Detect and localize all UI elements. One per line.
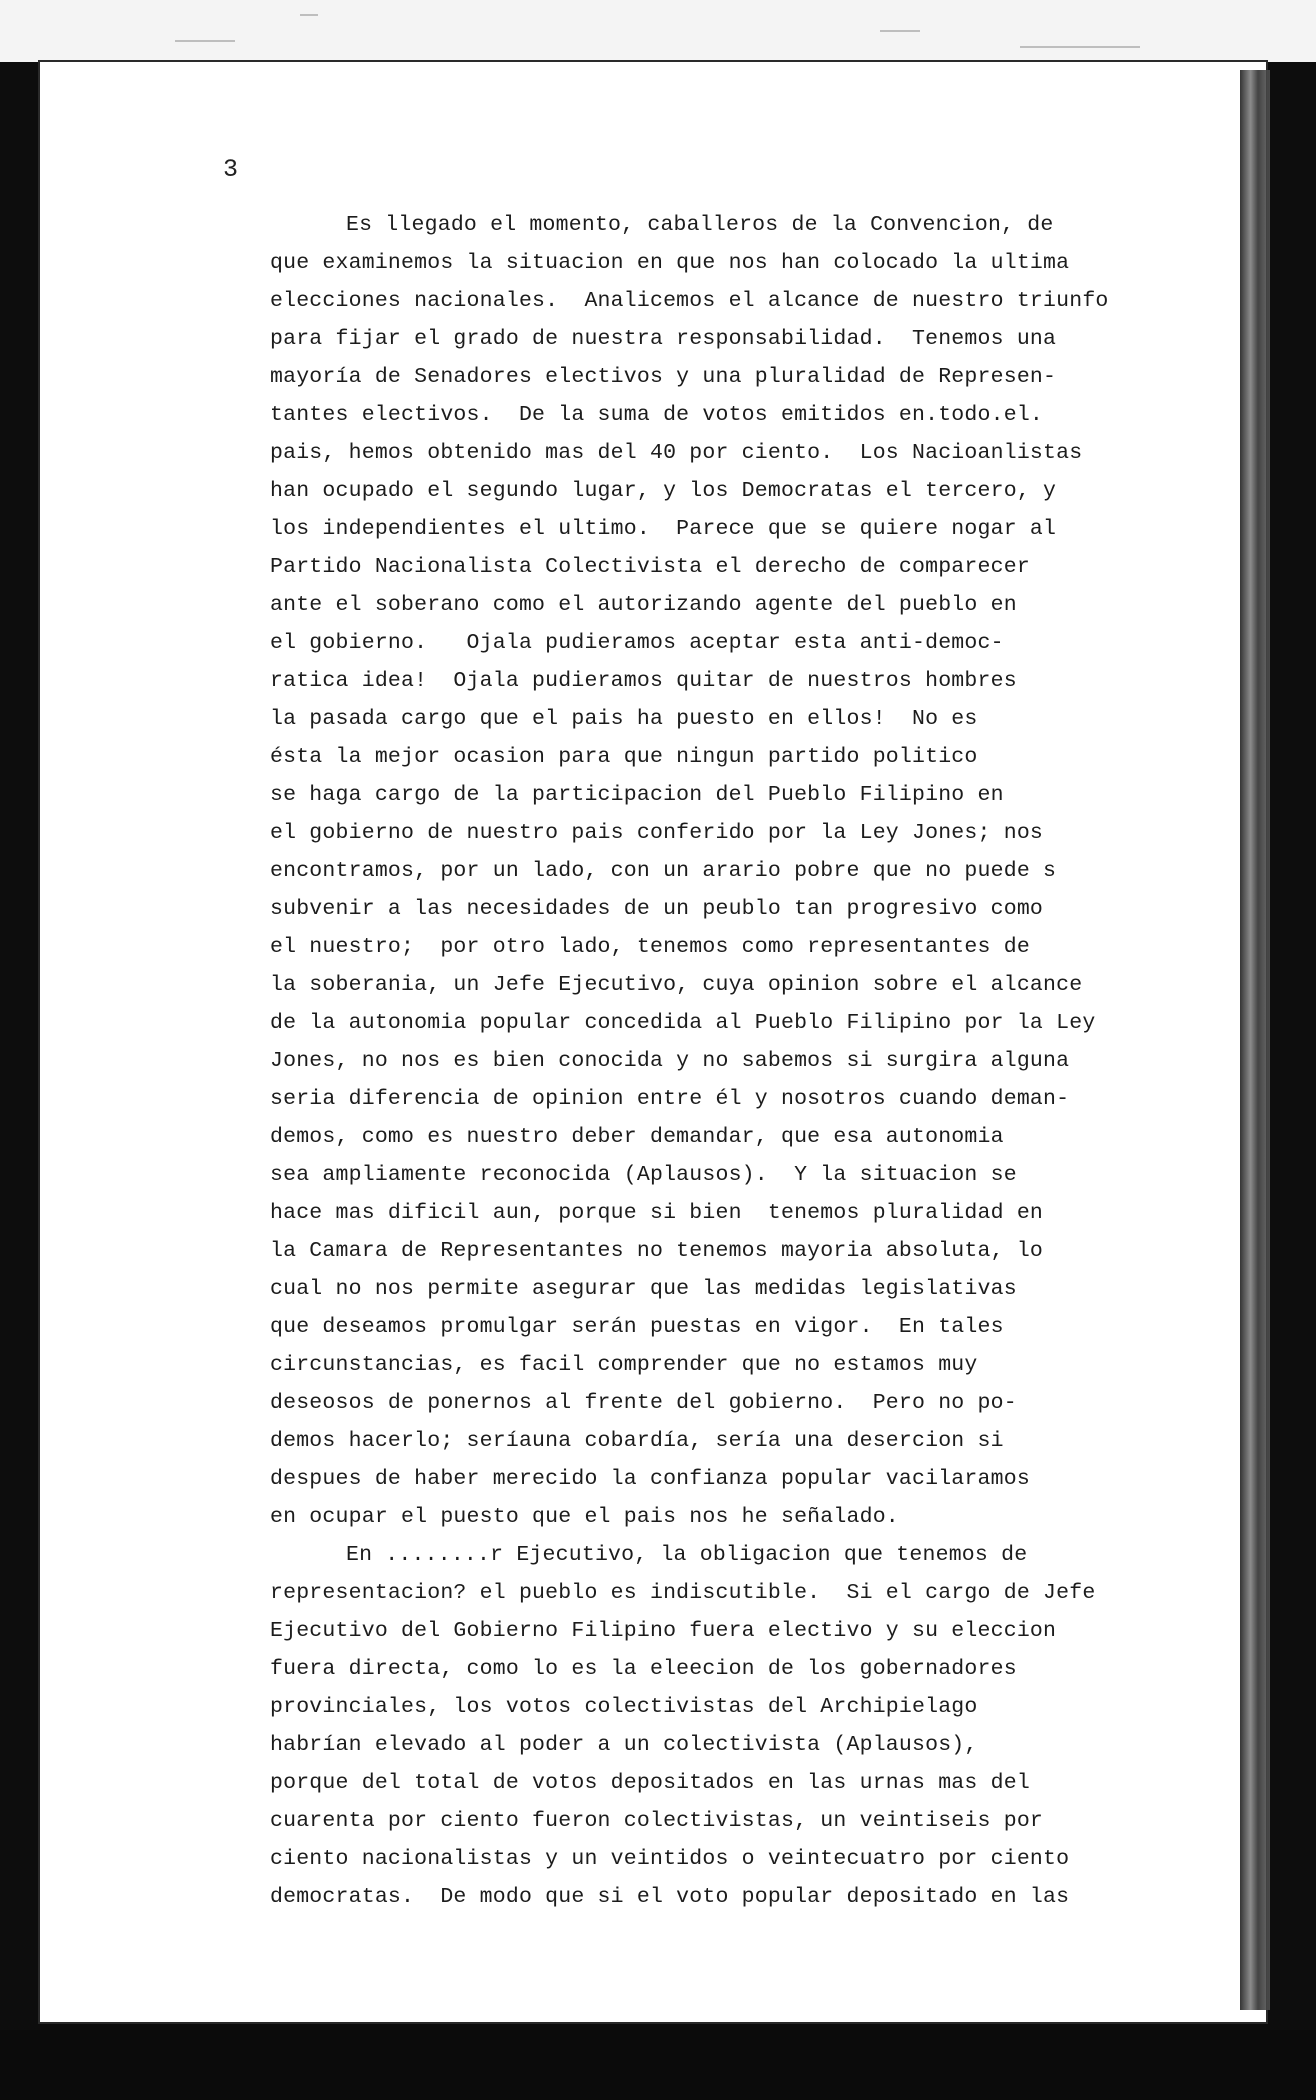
text-line: Jones, no nos es bien conocida y no sabemos si surgira alguna: [270, 1049, 1070, 1073]
text-line: la Camara de Representantes no tenemos mayoria absoluta, lo: [270, 1239, 1044, 1263]
text-line: despues de haber merecido la confianza popular vacilaramos: [270, 1467, 1030, 1491]
scan-smudge: [300, 14, 318, 16]
text-line: hace mas dificil aun, porque si bien tenemos pluralidad en: [270, 1201, 1044, 1225]
text-line: habrían elevado al poder a un colectivista (Aplausos),: [270, 1733, 978, 1757]
text-line: seria diferencia de opinion entre él y nosotros cuando deman-: [270, 1087, 1070, 1111]
text-line: que deseamos promulgar serán puestas en vigor. En tales: [270, 1315, 1004, 1339]
text-line: representacion? el pueblo es indiscutible. Si el cargo de Jefe: [270, 1581, 1096, 1605]
text-line: ciento nacionalistas y un veintidos o veintecuatro por ciento: [270, 1847, 1070, 1871]
page-edge-shadow: [1240, 70, 1270, 2010]
scan-background-bottom: [0, 2030, 1316, 2100]
text-line: de la autonomia popular concedida al Pueblo Filipino por la Ley: [270, 1011, 1096, 1035]
text-line: sea ampliamente reconocida (Aplausos). Y la situacion se: [270, 1163, 1017, 1187]
text-line: fuera directa, como lo es la eleecion de los gobernadores: [270, 1657, 1017, 1681]
scan-background-top: [0, 0, 1316, 62]
text-line: democratas. De modo que si el voto popular depositado en las: [270, 1885, 1070, 1909]
text-line: Partido Nacionalista Colectivista el derecho de comparecer: [270, 555, 1030, 579]
text-line: elecciones nacionales. Analicemos el alcance de nuestro triunfo: [270, 289, 1109, 313]
text-line: el gobierno. Ojala pudieramos aceptar esta anti-democ-: [270, 631, 1004, 655]
scan-smudge: [175, 40, 235, 42]
text-line: En ........r Ejecutivo, la obligacion que tenemos de: [346, 1543, 1028, 1567]
text-line: tantes electivos. De la suma de votos emitidos en.todo.el.: [270, 403, 1044, 427]
text-line: demos hacerlo; seríauna cobardía, sería una desercion si: [270, 1429, 1004, 1453]
text-line: el gobierno de nuestro pais conferido por la Ley Jones; nos: [270, 821, 1044, 845]
text-line: el nuestro; por otro lado, tenemos como representantes de: [270, 935, 1030, 959]
text-line: que examinemos la situacion en que nos han colocado la ultima: [270, 251, 1070, 275]
text-line: provinciales, los votos colectivistas del Archipielago: [270, 1695, 978, 1719]
text-line: circunstancias, es facil comprender que no estamos muy: [270, 1353, 978, 1377]
text-line: han ocupado el segundo lugar, y los Democratas el tercero, y: [270, 479, 1057, 503]
text-line: demos, como es nuestro deber demandar, que esa autonomia: [270, 1125, 1004, 1149]
text-line: encontramos, por un lado, con un arario pobre que no puede s: [270, 859, 1057, 883]
text-line: la pasada cargo que el pais ha puesto en ellos! No es: [270, 707, 978, 731]
scan-smudge: [880, 30, 920, 32]
text-line: deseosos de ponernos al frente del gobierno. Pero no po-: [270, 1391, 1017, 1415]
text-line: cual no nos permite asegurar que las medidas legislativas: [270, 1277, 1017, 1301]
text-line: cuarenta por ciento fueron colectivistas, un veintiseis por: [270, 1809, 1044, 1833]
body-text: [270, 206, 1109, 1916]
text-line: ésta la mejor ocasion para que ningun partido politico: [270, 745, 978, 769]
text-line: porque del total de votos depositados en las urnas mas del: [270, 1771, 1030, 1795]
text-line: mayoría de Senadores electivos y una pluralidad de Represen-: [270, 365, 1057, 389]
text-line: pais, hemos obtenido mas del 40 por ciento. Los Nacioanlistas: [270, 441, 1083, 465]
text-line: la soberania, un Jefe Ejecutivo, cuya opinion sobre el alcance: [270, 973, 1083, 997]
text-line: en ocupar el puesto que el pais nos he señalado.: [270, 1505, 899, 1529]
text-line: los independientes el ultimo. Parece que se quiere nogar al: [270, 517, 1057, 541]
text-line: Es llegado el momento, caballeros de la Convencion, de: [346, 213, 1054, 237]
scan-smudge: [1020, 46, 1140, 48]
text-line: para fijar el grado de nuestra responsabilidad. Tenemos una: [270, 327, 1057, 351]
text-line: subvenir a las necesidades de un peublo tan progresivo como: [270, 897, 1044, 921]
text-line: ratica idea! Ojala pudieramos quitar de nuestros hombres: [270, 669, 1017, 693]
text-line: se haga cargo de la participacion del Pueblo Filipino en: [270, 783, 1004, 807]
text-line: Ejecutivo del Gobierno Filipino fuera electivo y su eleccion: [270, 1619, 1057, 1643]
text-line: ante el soberano como el autorizando agente del pueblo en: [270, 593, 1017, 617]
page-number: 3: [223, 155, 239, 184]
